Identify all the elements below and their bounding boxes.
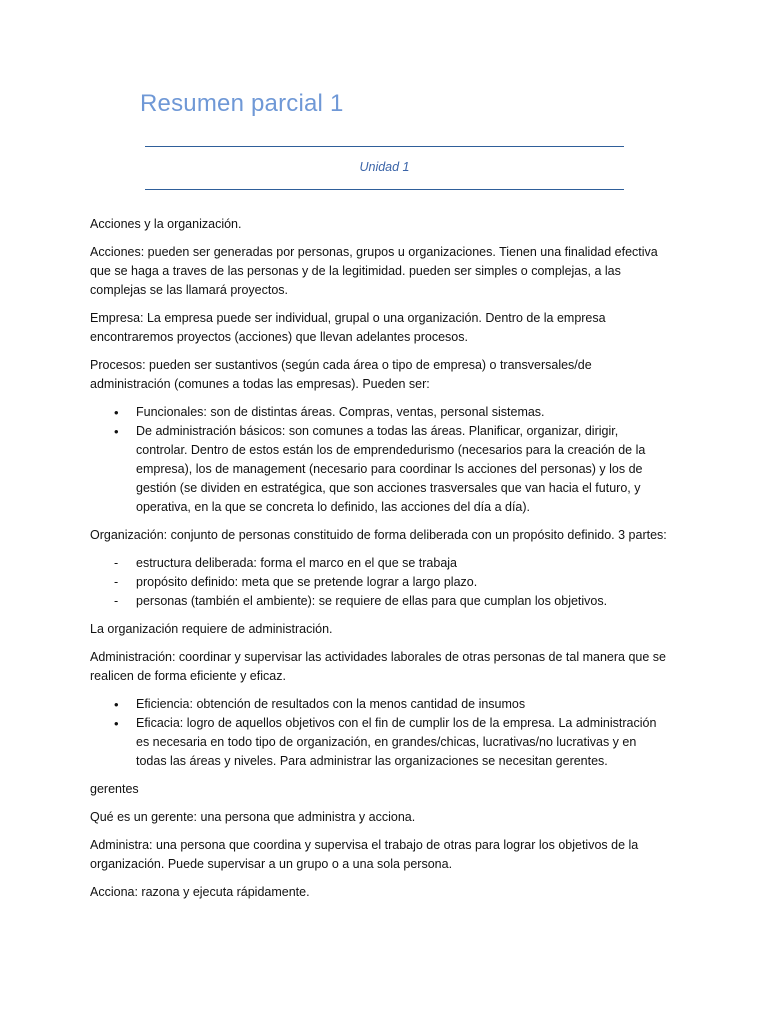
paragraph-que-es-gerente: Qué es un gerente: una persona que administra y acciona.	[90, 810, 416, 824]
paragraph-requiere-administracion: La organización requiere de administración.	[90, 622, 333, 636]
list-item-text: personas (también el ambiente): se requiere de ellas para que cumplan los objetivos.	[136, 594, 608, 608]
list-item	[90, 403, 670, 422]
dash-marker: -	[114, 594, 119, 608]
list-item-text: Funcionales: son de distintas áreas. Compras, ventas, personal sistemas.	[136, 405, 545, 419]
bullet-marker: •	[114, 697, 119, 712]
title-rule-bottom	[145, 189, 624, 190]
paragraph-empresa: Empresa: La empresa puede ser individual, grupal o una organización. Dentro de la empresa encontraremos proyectos (acciones) que llevan adelantes procesos.	[90, 311, 606, 344]
list-item	[90, 714, 670, 771]
list-item-text: Eficiencia: obtención de resultados con la menos cantidad de insumos	[136, 697, 526, 711]
administracion-list	[90, 695, 670, 771]
paragraph-administra: Administra: una persona que coordina y supervisa el trabajo de otras para lograr los objetivos de la organización. Puede supervisar a un grupo o a una sola persona.	[90, 838, 639, 871]
list-item	[90, 695, 670, 714]
section-heading: Acciones y la organización.	[90, 217, 242, 231]
document-subtitle: Unidad 1	[359, 160, 410, 174]
paragraph-acciones: Acciones: pueden ser generadas por personas, grupos u organizaciones. Tienen una finalidad efectiva que se haga a traves de las personas y de la legitimidad. pueden ser simples o complejas, a las complejas se las llamará proyectos.	[90, 245, 658, 297]
list-item	[90, 554, 670, 573]
list-item-text: Eficacia: logro de aquellos objetivos con el fin de cumplir los de la empresa. La administración es necesaria en todo tipo de organización, en grandes/chicas, lucrativas/no lucrativas y en todas las áreas y niveles. Para administrar las organizaciones se necesitan gerentes.	[136, 716, 657, 768]
procesos-list	[90, 403, 670, 517]
list-item	[90, 422, 670, 517]
paragraph-procesos: Procesos: pueden ser sustantivos (según cada área o tipo de empresa) o transversales/de administración (comunes a todas las empresas). Pueden ser:	[90, 358, 592, 391]
list-item-text: propósito definido: meta que se pretende lograr a largo plazo.	[136, 575, 478, 589]
title-rule-top	[145, 146, 624, 147]
paragraph-acciona: Acciona: razona y ejecuta rápidamente.	[90, 885, 310, 899]
document-body	[90, 215, 670, 911]
bullet-marker: •	[114, 424, 119, 439]
paragraph-administracion: Administración: coordinar y supervisar las actividades laborales de otras personas de tal manera que se realicen de forma eficiente y eficaz.	[90, 650, 666, 683]
bullet-marker: •	[114, 716, 119, 731]
paragraph-organizacion: Organización: conjunto de personas constituido de forma deliberada con un propósito definido. 3 partes:	[90, 528, 667, 542]
paragraph-gerentes: gerentes	[90, 782, 139, 796]
list-item	[90, 592, 670, 611]
dash-marker: -	[114, 575, 119, 589]
partes-list	[90, 554, 670, 611]
bullet-marker: •	[114, 405, 119, 420]
dash-marker: -	[114, 556, 119, 570]
list-item	[90, 573, 670, 592]
document-title: Resumen parcial 1	[140, 90, 344, 117]
list-item-text: De administración básicos: son comunes a todas las áreas. Planificar, organizar, dirigir, controlar. Dentro de estos están los de emprendedurismo (necesarios para la creación de la empresa), los de management (necesario para coordinar ls acciones del personas) y los de gestión (se dividen en estratégica, que son acciones trasversales que van hacia el futuro, y operativa, en la que se concreta lo definido, las acciones del día a día).	[136, 424, 646, 514]
list-item-text: estructura deliberada: forma el marco en el que se trabaja	[136, 556, 458, 570]
